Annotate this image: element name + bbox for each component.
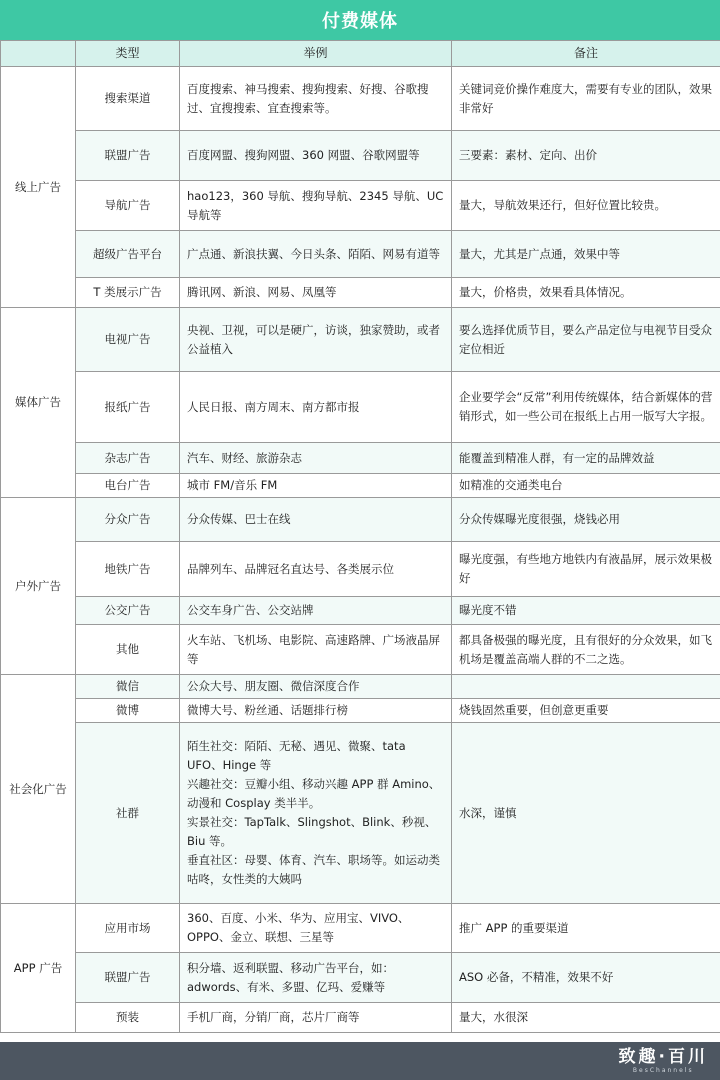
table-row bbox=[1, 498, 720, 542]
table-row bbox=[1, 474, 720, 498]
page-title: 付费媒体 bbox=[0, 0, 720, 40]
row-example: 汽车、财经、旅游杂志 bbox=[180, 443, 452, 474]
row-example-lines bbox=[180, 723, 452, 904]
row-example: 公交车身广告、公交站牌 bbox=[180, 597, 452, 625]
row-example: 手机厂商，分销厂商，芯片厂商等 bbox=[180, 1003, 452, 1033]
row-note: 量大，水很深 bbox=[452, 1003, 720, 1033]
row-note: 能覆盖到精准人群，有一定的品牌效益 bbox=[452, 443, 720, 474]
table-row bbox=[1, 231, 720, 278]
logo-main-text: 致趣·百川 bbox=[618, 1047, 708, 1067]
row-type: 电台广告 bbox=[76, 474, 180, 498]
header-category-blank bbox=[1, 41, 76, 67]
row-example: 公众大号、朋友圈、微信深度合作 bbox=[180, 675, 452, 699]
row-type: 微博 bbox=[76, 699, 180, 723]
row-type: 联盟广告 bbox=[76, 953, 180, 1003]
row-note: 关键词竞价操作难度大，需要有专业的团队，效果非常好 bbox=[452, 67, 720, 131]
footer-bar bbox=[0, 1042, 720, 1080]
row-example: 广点通、新浪扶翼、今日头条、陌陌、网易有道等 bbox=[180, 231, 452, 278]
example-line: 垂直社区：母婴、体育、汽车、职场等。如运动类咕咚，女性类的大姨吗 bbox=[187, 853, 440, 886]
row-note: 曝光度强，有些地方地铁内有液晶屏，展示效果极好 bbox=[452, 542, 720, 597]
row-note: 推广 APP 的重要渠道 bbox=[452, 904, 720, 953]
logo-sub-text: BesChannels bbox=[632, 1067, 694, 1074]
row-example: 央视、卫视，可以是硬广，访谈，独家赞助，或者公益植入 bbox=[180, 308, 452, 372]
category-social: 社会化广告 bbox=[1, 675, 76, 904]
row-note: 如精准的交通类电台 bbox=[452, 474, 720, 498]
category-media: 媒体广告 bbox=[1, 308, 76, 498]
example-line: 兴趣社交：豆瓣小组、移动兴趣 APP 群 Amino、动漫和 Cosplay 类半半。 bbox=[187, 777, 441, 810]
row-type: 其他 bbox=[76, 625, 180, 675]
category-online: 线上广告 bbox=[1, 67, 76, 308]
row-note bbox=[452, 675, 720, 699]
table-row bbox=[1, 181, 720, 231]
row-note: 要么选择优质节目，要么产品定位与电视节目受众定位相近 bbox=[452, 308, 720, 372]
row-note: 烧钱固然重要，但创意更重要 bbox=[452, 699, 720, 723]
row-example: 微博大号、粉丝通、话题排行榜 bbox=[180, 699, 452, 723]
table-row bbox=[1, 625, 720, 675]
row-type: 联盟广告 bbox=[76, 131, 180, 181]
row-note: 企业要学会“反常”利用传统媒体，结合新媒体的营销形式，如一些公司在报纸上占用一版写大字报。 bbox=[452, 372, 720, 443]
category-app: APP 广告 bbox=[1, 904, 76, 1033]
category-outdoor: 户外广告 bbox=[1, 498, 76, 675]
example-line: 陌生社交：陌陌、无秘、遇见、微聚、tata UFO、Hinge 等 bbox=[187, 739, 406, 772]
table-row bbox=[1, 542, 720, 597]
table-row bbox=[1, 699, 720, 723]
row-type: 预装 bbox=[76, 1003, 180, 1033]
table-row bbox=[1, 67, 720, 131]
header-type: 类型 bbox=[76, 41, 180, 67]
row-note: 曝光度不错 bbox=[452, 597, 720, 625]
table-row bbox=[1, 675, 720, 699]
row-type: 公交广告 bbox=[76, 597, 180, 625]
table-row bbox=[1, 1003, 720, 1033]
header-example: 举例 bbox=[180, 41, 452, 67]
table-row bbox=[1, 953, 720, 1003]
row-type: 搜索渠道 bbox=[76, 67, 180, 131]
row-type: 导航广告 bbox=[76, 181, 180, 231]
table-row bbox=[1, 904, 720, 953]
row-type: 地铁广告 bbox=[76, 542, 180, 597]
brand-logo bbox=[619, 1047, 708, 1075]
row-example: 腾讯网、新浪、网易、凤凰等 bbox=[180, 278, 452, 308]
row-example: hao123，360 导航、搜狗导航、2345 导航、UC 导航等 bbox=[180, 181, 452, 231]
table-row bbox=[1, 131, 720, 181]
row-note: 三要素：素材、定向、出价 bbox=[452, 131, 720, 181]
table-row bbox=[1, 278, 720, 308]
table-row bbox=[1, 372, 720, 443]
example-line: 实景社交：TapTalk、Slingshot、Blink、秒视、Biu 等。 bbox=[187, 815, 437, 848]
row-type: 微信 bbox=[76, 675, 180, 699]
table-row bbox=[1, 723, 720, 904]
row-type: 电视广告 bbox=[76, 308, 180, 372]
paid-media-table bbox=[0, 40, 720, 1033]
row-type: T 类展示广告 bbox=[76, 278, 180, 308]
row-note: 都具备极强的曝光度，且有很好的分众效果，如飞机场是覆盖高端人群的不二之选。 bbox=[452, 625, 720, 675]
table-row bbox=[1, 308, 720, 372]
row-note: 水深，谨慎 bbox=[452, 723, 720, 904]
row-type: 分众广告 bbox=[76, 498, 180, 542]
row-example: 百度搜索、神马搜索、搜狗搜索、好搜、谷歌搜过、宜搜搜索、宜查搜索等。 bbox=[180, 67, 452, 131]
row-note: 分众传媒曝光度很强，烧钱必用 bbox=[452, 498, 720, 542]
row-note: 量大，导航效果还行，但好位置比较贵。 bbox=[452, 181, 720, 231]
row-example: 360、百度、小米、华为、应用宝、VIVO、OPPO、金立、联想、三星等 bbox=[180, 904, 452, 953]
row-type: 应用市场 bbox=[76, 904, 180, 953]
row-note: ASO 必备，不精准，效果不好 bbox=[452, 953, 720, 1003]
row-note: 量大，价格贵，效果看具体情况。 bbox=[452, 278, 720, 308]
table-row bbox=[1, 597, 720, 625]
table-header-row bbox=[1, 41, 720, 67]
row-example: 城市 FM/音乐 FM bbox=[180, 474, 452, 498]
row-example: 火车站、飞机场、电影院、高速路牌、广场液晶屏等 bbox=[180, 625, 452, 675]
row-example: 百度网盟、搜狗网盟、360 网盟、谷歌网盟等 bbox=[180, 131, 452, 181]
row-type: 超级广告平台 bbox=[76, 231, 180, 278]
row-example: 品牌列车、品牌冠名直达号、各类展示位 bbox=[180, 542, 452, 597]
row-example: 积分墙、返利联盟、移动广告平台，如：adwords、有米、多盟、亿玛、爱赚等 bbox=[180, 953, 452, 1003]
row-example: 分众传媒、巴士在线 bbox=[180, 498, 452, 542]
row-example: 人民日报、南方周末、南方都市报 bbox=[180, 372, 452, 443]
row-note: 量大，尤其是广点通，效果中等 bbox=[452, 231, 720, 278]
header-note: 备注 bbox=[452, 41, 720, 67]
row-type: 社群 bbox=[76, 723, 180, 904]
row-type: 杂志广告 bbox=[76, 443, 180, 474]
table-row bbox=[1, 443, 720, 474]
row-type: 报纸广告 bbox=[76, 372, 180, 443]
